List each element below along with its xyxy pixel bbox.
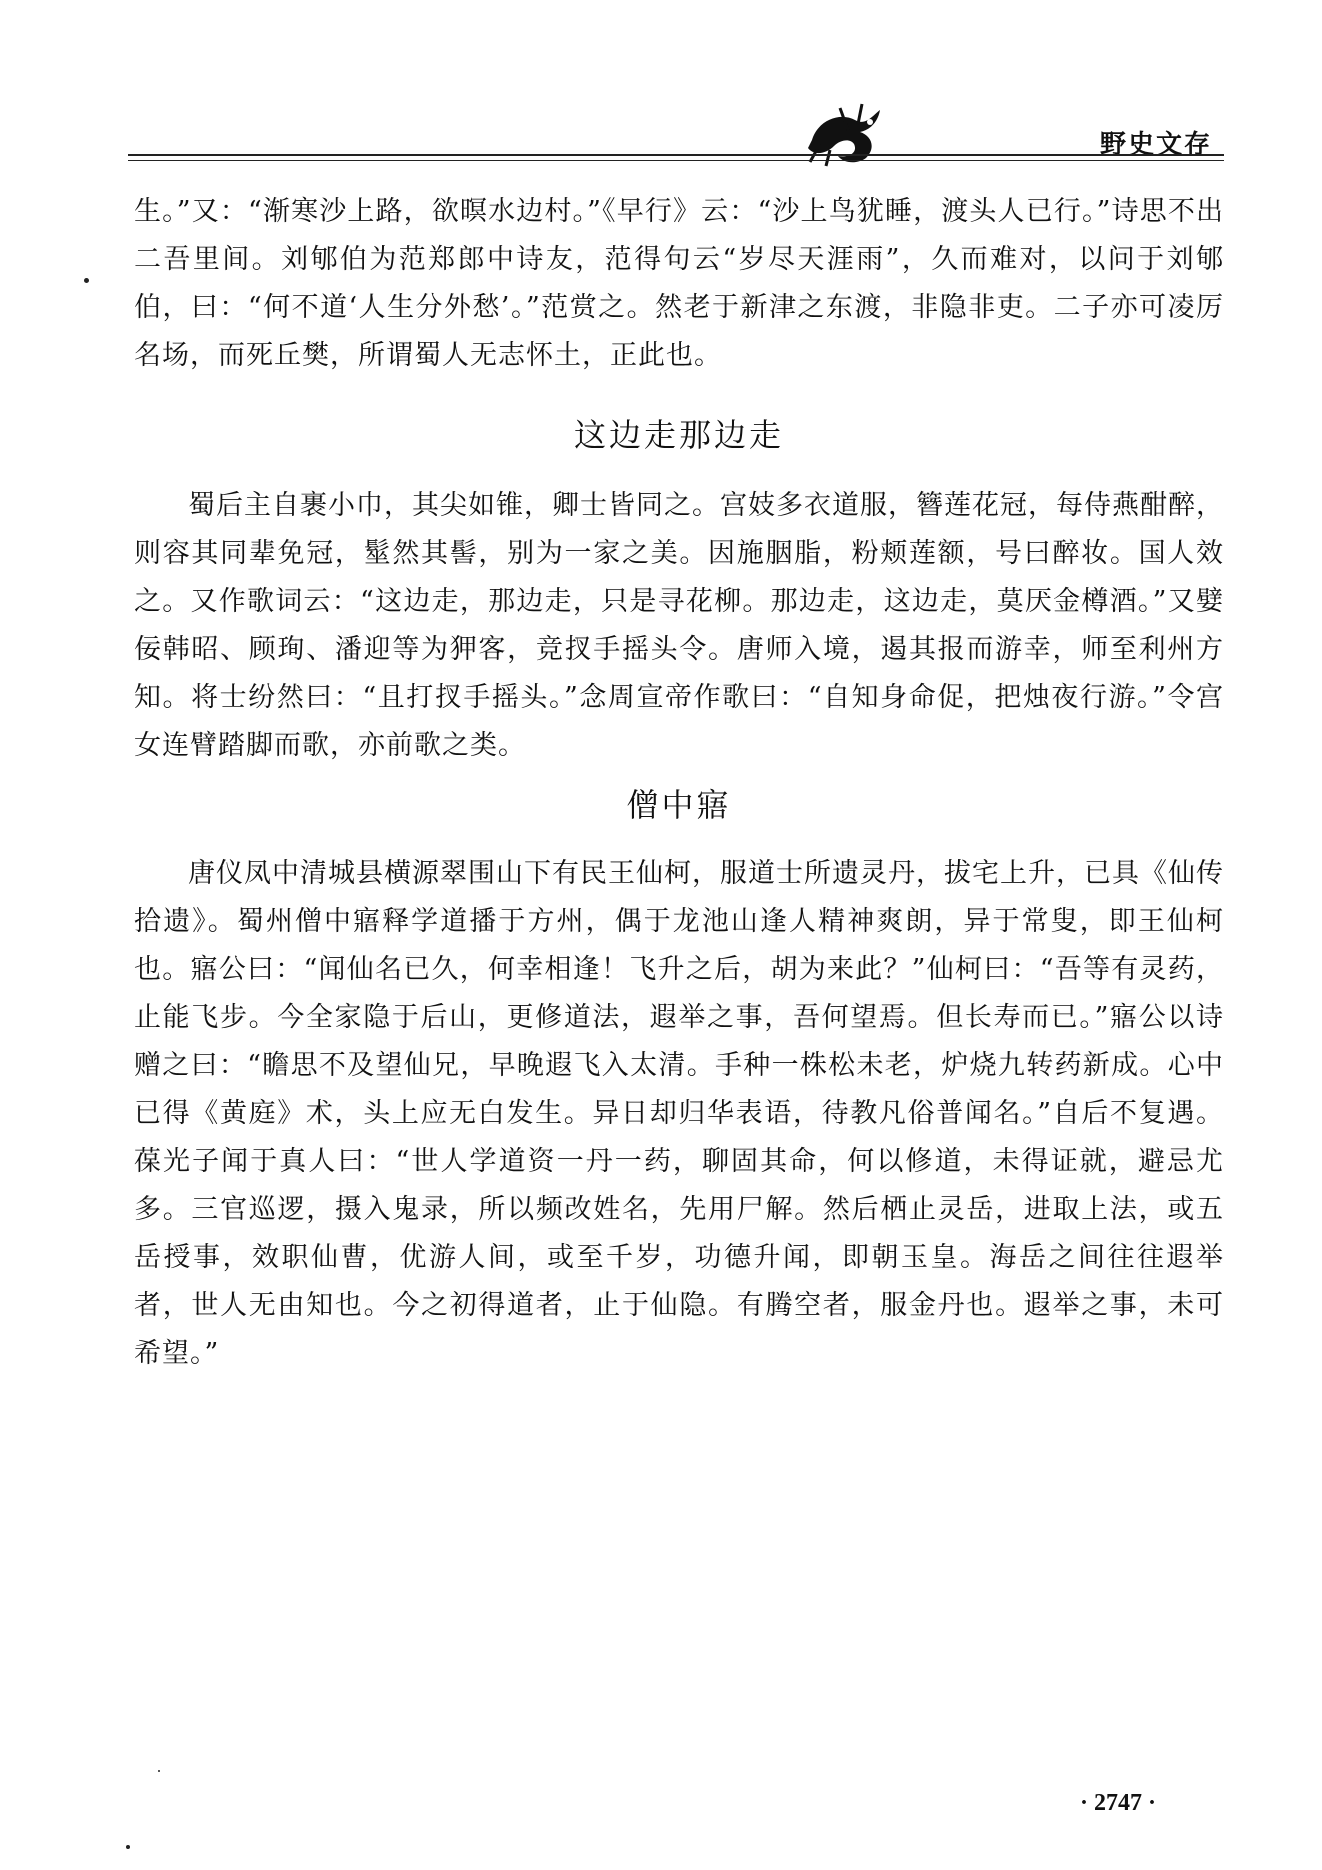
section-2-paragraph: 唐仪凤中清城县横源翠围山下有民王仙柯，服道士所遗灵丹，拔宅上升，已具《仙传拾遗》。蜀州僧中寤释学道播于方州，偶于龙池山逢人精神爽朗，异于常叟，即王仙柯也。寤公曰：“闻仙名已久，何幸相逢！飞升之后，胡为来此？”仙柯曰：“吾等有灵药，止能飞步。今全家隐于后山，更修道法，遐举之事，吾何望焉。但长寿而已。”寤公以诗赠之曰：“瞻思不及望仙兄，早晚遐飞入太清。手种一株松未老，炉烧九转药新成。心中已得《黄庭》术，头上应无白发生。异日却归华表语，待教凡俗普闻名。”自后不复遇。葆光子闻于真人曰：“世人学道资一丹一药，聊固其命，何以修道，未得证就，避忌尤多。三官巡逻，摄入鬼录，所以频改姓名，先用尸解。然后栖止灵岳，进取上法，或五岳授事，效职仙曹，优游人间，或至千岁，功德升闻，即朝玉皇。海岳之间往往遐举者，世人无由知也。今之初得道者，止于仙隐。有腾空者，服金丹也。遐举之事，未可希望。” bbox=[134, 858, 1224, 1369]
section-heading-2: 僧中寤 bbox=[626, 786, 732, 824]
running-header-title: 野史文存 bbox=[1100, 130, 1213, 160]
header-rule bbox=[128, 154, 1224, 161]
continuation-paragraph: 生。”又：“渐寒沙上路，欲暝水边村。”《早行》云：“沙上鸟犹睡，渡头人已行。”诗思不出二吾里间。刘郇伯为范郑郎中诗友，范得句云“岁尽天涯雨”，久而难对，以问于刘郇伯，曰：“何不道‘人生分外愁’。”范赏之。然老于新津之东渡，非隐非吏。二子亦可凌厉名场，而死丘樊，所谓蜀人无志怀土，正此也。 bbox=[134, 196, 1224, 371]
scan-speck bbox=[84, 278, 89, 283]
scan-speck bbox=[126, 1845, 130, 1849]
continuation-block bbox=[134, 188, 1224, 380]
section-heading-1: 这边走那边走 bbox=[573, 416, 784, 454]
scan-speck bbox=[158, 1770, 160, 1772]
section-1-paragraph: 蜀后主自裹小巾，其尖如锥，卿士皆同之。宫妓多衣道服，簪莲花冠，每侍燕酣醉，则容其同辈免冠，髽然其髻，别为一家之美。因施胭脂，粉颊莲额，号曰醉妆。国人效之。又作歌词云：“这边走，那边走，只是寻花柳。那边走，这边走，莫厌金樽酒。”又嬖佞韩昭、顾珣、潘迎等为狎客，竞扠手摇头令。唐师入境，遏其报而游幸，师至利州方知。将士纷然曰：“且打扠手摇头。”念周宣帝作歌曰：“自知身命促，把烛夜行游。”令宫女连臂踏脚而歌，亦前歌之类。 bbox=[134, 490, 1224, 761]
section-2-body bbox=[134, 850, 1224, 1378]
section-1-body bbox=[134, 482, 1224, 770]
page-number: · 2747 · bbox=[1080, 1790, 1157, 1816]
